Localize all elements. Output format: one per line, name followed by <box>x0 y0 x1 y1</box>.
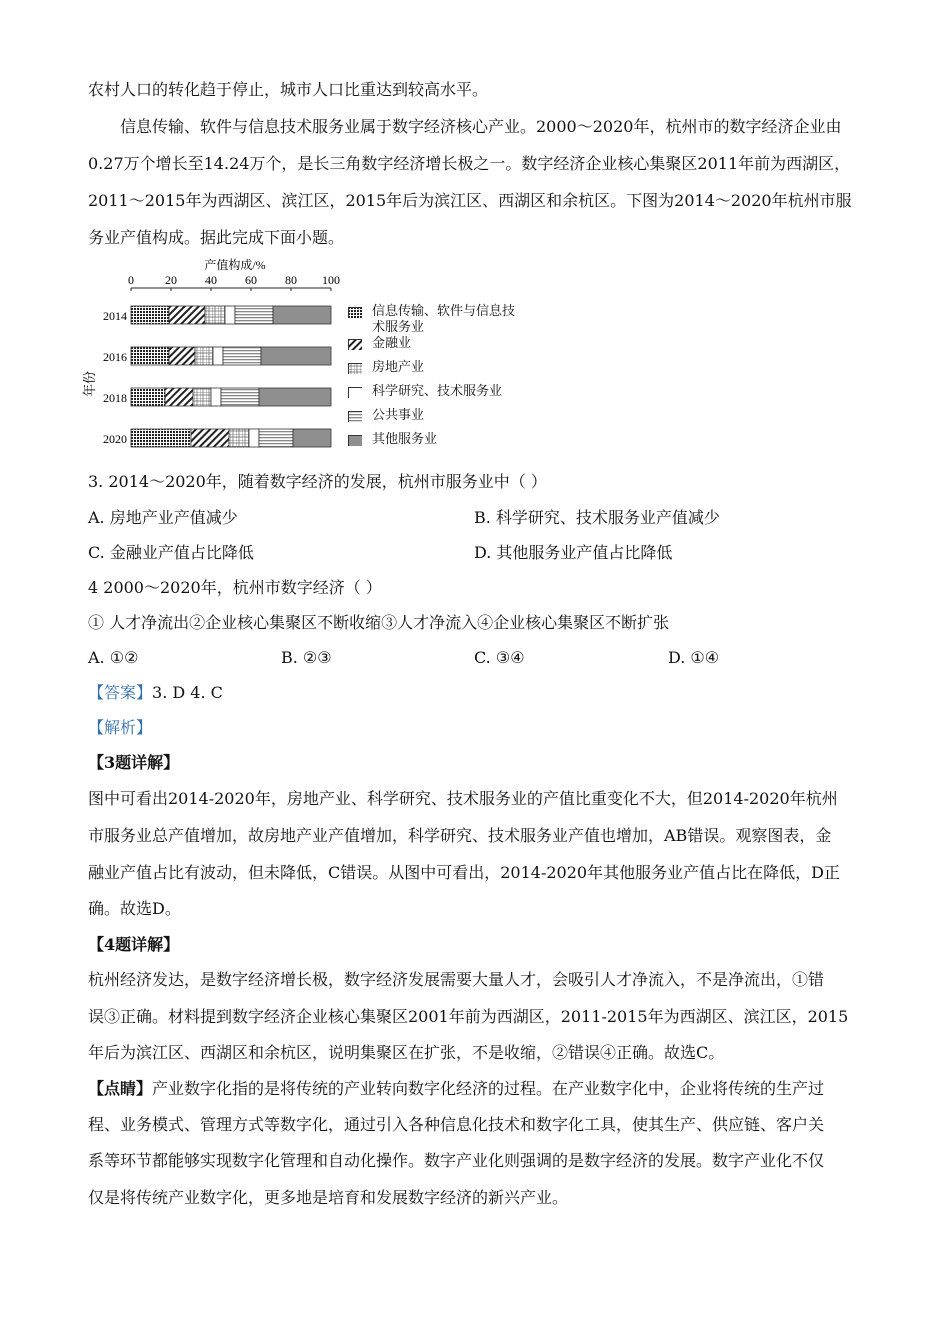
question-3-option-b: B. 科学研究、技术服务业产值减少 <box>474 508 720 527</box>
bar-segment-2020-2 <box>229 429 249 447</box>
bar-segment-2020-4 <box>259 429 293 447</box>
legend-label-public: 公共事业 <box>372 408 425 423</box>
bar-segment-2014-3 <box>225 306 235 324</box>
question-4-option-b: B. ②③ <box>281 648 332 667</box>
bar-segment-2018-0 <box>131 388 165 406</box>
x-axis-title: 产值构成/% <box>204 258 266 272</box>
legend-swatch-finance <box>348 339 362 350</box>
bar-segment-2018-2 <box>193 388 211 406</box>
legend-label-finance: 金融业 <box>372 336 412 351</box>
bar-segment-2018-1 <box>165 388 193 406</box>
x-tick-label: 100 <box>322 273 340 287</box>
legend-item-finance <box>348 336 522 352</box>
answer-line <box>88 683 223 703</box>
question-4-option-d: D. ①④ <box>668 648 720 667</box>
tip-text-1: 产业数字化指的是将传统的产业转向数字化经济的过程。在产业数字化中，企业将传统的生产过 <box>152 1079 825 1098</box>
service-industry-chart <box>80 254 550 459</box>
bars-group <box>131 306 331 447</box>
x-tick-label: 80 <box>285 273 297 287</box>
bar-segment-2020-1 <box>191 429 229 447</box>
detail-4-line-1: 杭州经济发达，是数字经济增长极，数字经济发展需要大量人才，会吸引人才净流入，不是净流出，①错 <box>88 970 825 989</box>
passage-line-4: 务业产值构成。据此完成下面小题。 <box>88 228 345 247</box>
tip-line-2: 程、业务模式、管理方式等数字化，通过引入各种信息化技术和数字化工具，使其生产、供应链、客户关 <box>88 1115 825 1134</box>
legend-item-research <box>348 384 522 400</box>
legend-label-realestate: 房地产业 <box>372 360 425 375</box>
y-category-label: 2014 <box>103 309 127 323</box>
question-4-stem: 4 2000～2020年，杭州市数字经济（ ） <box>88 578 382 597</box>
bar-segment-2018-3 <box>211 388 221 406</box>
bar-segment-2014-4 <box>235 306 273 324</box>
question-3-option-c: C. 金融业产值占比降低 <box>88 543 254 562</box>
legend-item-realestate <box>348 360 522 376</box>
tip-line-3: 系等环节都能够实现数字化管理和自动化操作。数字产业化则强调的是数字经济的发展。数字产业化不仅 <box>88 1151 825 1170</box>
detail-4-tag: 【4题详解】 <box>88 935 180 954</box>
x-tick-label: 60 <box>245 273 257 287</box>
legend-swatch-ict <box>348 307 362 318</box>
detail-3-line-4: 确。故选D。 <box>88 899 181 918</box>
legend-label-research: 科学研究、技术服务业 <box>372 384 503 399</box>
bar-segment-2018-4 <box>221 388 259 406</box>
answer-tag: 【答案】 <box>88 683 153 702</box>
bar-segment-2016-5 <box>261 347 331 365</box>
y-category-label: 2020 <box>103 432 127 446</box>
legend-swatch-research <box>348 387 362 398</box>
bar-segment-2014-5 <box>273 306 331 324</box>
tip-line-4: 仅是将传统产业数字化，更多地是培育和发展数字经济的新兴产业。 <box>88 1188 569 1207</box>
question-3-stem: 3. 2014～2020年，随着数字经济的发展，杭州市服务业中（ ） <box>88 472 547 491</box>
legend-item-public <box>348 408 522 424</box>
bar-segment-2016-0 <box>131 347 169 365</box>
question-4-statements: ① 人才净流出②企业核心集聚区不断收缩③人才净流入④企业核心集聚区不断扩张 <box>88 613 670 632</box>
y-axis-title: 年份 <box>82 370 97 398</box>
stacked-bar-chart <box>80 254 350 459</box>
intro-line: 农村人口的转化趋于停止，城市人口比重达到较高水平。 <box>88 80 489 99</box>
bar-segment-2016-4 <box>223 347 261 365</box>
question-3-option-a: A. 房地产业产值减少 <box>88 508 238 527</box>
x-tick-label: 40 <box>205 273 217 287</box>
question-4-option-a: A. ①② <box>88 648 139 667</box>
bar-segment-2018-5 <box>259 388 331 406</box>
tip-tag: 【点睛】 <box>88 1079 153 1098</box>
x-tick-label: 20 <box>165 273 177 287</box>
legend-label-ict: 信息传输、软件与信息技术服务业 <box>372 304 516 335</box>
answer-text: 3. D 4. C <box>152 683 223 702</box>
bar-segment-2020-3 <box>249 429 259 447</box>
x-tick-label: 0 <box>128 273 134 287</box>
y-category-label: 2016 <box>103 350 127 364</box>
analysis-tag: 【解析】 <box>88 718 153 737</box>
legend-swatch-other <box>348 435 362 446</box>
legend-item-ict <box>348 304 522 336</box>
passage-line-2: 0.27万个增长至14.24万个，是长三角数字经济增长极之一。数字经济企业核心集聚区2011年前为西湖区， <box>88 154 851 173</box>
detail-3-tag: 【3题详解】 <box>88 753 180 772</box>
bar-segment-2020-0 <box>131 429 191 447</box>
passage-line-1: 信息传输、软件与信息技术服务业属于数字经济核心产业。2000～2020年，杭州市的数字经济企业由 <box>120 117 842 136</box>
y-category-label: 2018 <box>103 391 127 405</box>
bar-segment-2016-1 <box>169 347 195 365</box>
detail-3-line-2: 市服务业总产值增加，故房地产业产值增加，科学研究、技术服务业产值也增加，AB错误。观察图表，金 <box>88 826 832 845</box>
question-4-option-c: C. ③④ <box>474 648 525 667</box>
bar-segment-2014-1 <box>169 306 205 324</box>
detail-3-line-3: 融业产值占比有波动，但未降低，C错误。从图中可看出，2014-2020年其他服务业产值占比在降低，D正 <box>88 863 840 882</box>
legend-item-other <box>348 432 522 448</box>
detail-4-line-2: 误③正确。材料提到数字经济企业核心集聚区2001年前为西湖区，2011-2015年为西湖区、滨江区，2015 <box>88 1007 849 1026</box>
question-3-option-d: D. 其他服务业产值占比降低 <box>474 543 673 562</box>
bar-segment-2016-2 <box>195 347 213 365</box>
y-category-labels <box>103 309 127 446</box>
legend-label-other: 其他服务业 <box>372 432 438 447</box>
bar-segment-2016-3 <box>213 347 223 365</box>
bar-segment-2020-5 <box>293 429 331 447</box>
detail-3-line-1: 图中可看出2014-2020年，房地产业、科学研究、技术服务业的产值比重变化不大，但2014-2020年杭州 <box>88 789 838 808</box>
legend-swatch-realestate <box>348 363 362 374</box>
legend-swatch-public <box>348 411 362 422</box>
tip-line-1 <box>88 1079 824 1099</box>
passage-line-3: 2011～2015年为西湖区、滨江区，2015年后为滨江区、西湖区和余杭区。下图为2014～2020年杭州市服 <box>88 191 852 210</box>
detail-4-line-3: 年后为滨江区、西湖区和余杭区，说明集聚区在扩张，不是收缩，②错误④正确。故选C。 <box>88 1043 725 1062</box>
bar-segment-2014-0 <box>131 306 169 324</box>
bar-segment-2014-2 <box>205 306 225 324</box>
